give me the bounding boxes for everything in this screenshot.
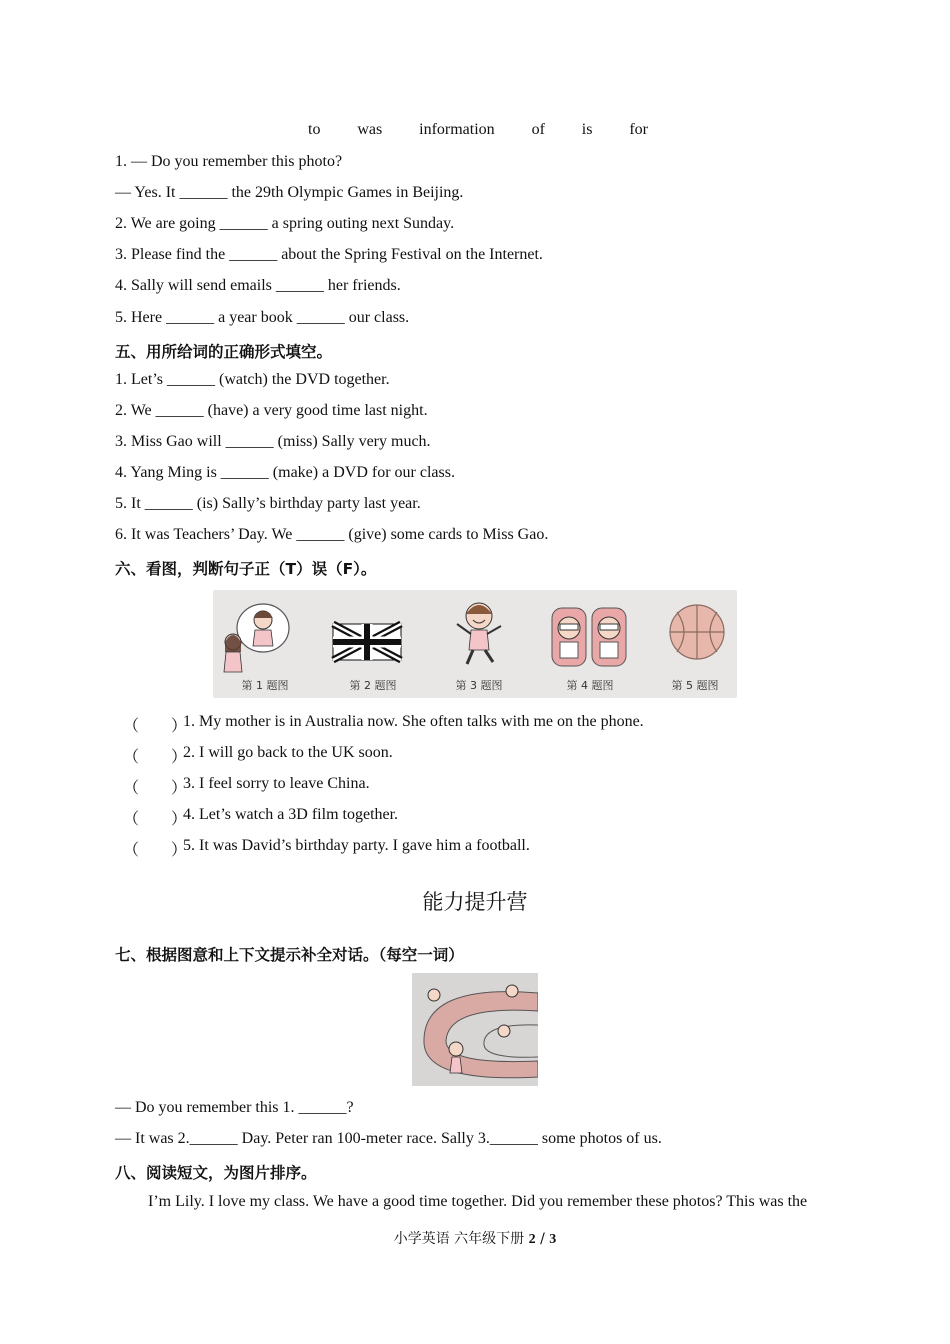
- judgement-item: 1. My mother is in Australia now. She often talks with me on the phone.: [183, 713, 644, 730]
- section-title: 六、看图，判断句子正（T）误（F）。: [115, 560, 377, 578]
- word-bank-item: of: [531, 121, 545, 138]
- answer-paren[interactable]: （ ）: [123, 811, 188, 828]
- exercise-line: 2. We ______ (have) a very good time last night.: [115, 402, 428, 419]
- basketball-icon: [643, 590, 747, 680]
- picture-strip: [213, 590, 737, 698]
- answer-paren[interactable]: （ ）: [123, 842, 188, 859]
- judgement-item: 4. Let’s watch a 3D film together.: [183, 806, 399, 823]
- exercise-line: 5. Here ______ a year book ______ our class.: [115, 309, 410, 326]
- section-title: 七、根据图意和上下文提示补全对话。（每空一词）: [115, 946, 464, 964]
- answer-paren[interactable]: （ ）: [123, 780, 188, 797]
- reading-passage: I’m Lily. I love my class. We have a good time together. Did you remember these photos? This was the: [148, 1193, 808, 1210]
- footer-page-number: 2: [528, 1232, 536, 1247]
- exercise-line: 5. It ______ (is) Sally’s birthday party last year.: [115, 495, 421, 512]
- picture-3: [427, 590, 531, 698]
- exercise-line: — Yes. It ______ the 29th Olympic Games in Beijing.: [115, 184, 464, 201]
- judgement-item: 5. It was David’s birthday party. I gave him a football.: [183, 837, 530, 854]
- footer-separator: /: [535, 1231, 550, 1247]
- section-title: 五、用所给词的正确形式填空。: [115, 343, 333, 361]
- picture-4: [538, 590, 642, 698]
- sports-track-picture: [412, 973, 538, 1086]
- exercise-line: 6. It was Teachers’ Day. We ______ (give) some cards to Miss Gao.: [115, 526, 549, 543]
- girl-phone-illustration: [213, 590, 317, 680]
- word-bank-item: to: [308, 121, 321, 138]
- exercise-line: 2. We are going ______ a spring outing next Sunday.: [115, 215, 455, 232]
- dialogue-line: — It was 2.______ Day. Peter ran 100-meter race. Sally 3.______ some photos of us.: [115, 1130, 662, 1147]
- ability-title: 能力提升营: [422, 890, 528, 914]
- judgement-item: 3. I feel sorry to leave China.: [183, 775, 370, 792]
- word-bank-item: was: [357, 121, 383, 138]
- footer-page-total: 3: [549, 1232, 557, 1247]
- 3d-glasses-kids-illustration: [538, 590, 642, 680]
- uk-flag-icon: [321, 590, 425, 680]
- running-track-illustration: [412, 973, 538, 1086]
- picture-label: 第 4 题图: [566, 679, 614, 692]
- exercise-line: 1. Let’s ______ (watch) the DVD together.: [115, 371, 390, 388]
- picture-label: 第 1 题图: [241, 679, 289, 692]
- picture-1: [213, 590, 317, 698]
- picture-5: [643, 590, 747, 698]
- word-bank-item: information: [419, 121, 495, 138]
- word-bank: [308, 121, 648, 139]
- exercise-line: 3. Please find the ______ about the Spring Festival on the Internet.: [115, 246, 543, 263]
- answer-paren[interactable]: （ ）: [123, 718, 188, 735]
- picture-label: 第 3 题图: [455, 679, 503, 692]
- judgement-item: 2. I will go back to the UK soon.: [183, 744, 393, 761]
- word-bank-item: is: [581, 121, 593, 138]
- footer-subject: 小学英语 六年级下册: [393, 1231, 529, 1247]
- picture-label: 第 5 题图: [671, 679, 719, 692]
- exercise-line: 3. Miss Gao will ______ (miss) Sally very much.: [115, 433, 431, 450]
- page-footer: [0, 1228, 950, 1248]
- picture-2: [321, 590, 425, 698]
- exercise-line: 4. Sally will send emails ______ her friends.: [115, 277, 401, 294]
- dialogue-line: — Do you remember this 1. ______?: [115, 1099, 354, 1116]
- word-bank-item: for: [629, 121, 648, 138]
- picture-label: 第 2 题图: [349, 679, 397, 692]
- exercise-line: 1. — Do you remember this photo?: [115, 153, 343, 170]
- section-title: 八、阅读短文，为图片排序。: [115, 1164, 317, 1182]
- answer-paren[interactable]: （ ）: [123, 749, 188, 766]
- exercise-line: 4. Yang Ming is ______ (make) a DVD for our class.: [115, 464, 455, 481]
- happy-boy-illustration: [427, 590, 531, 680]
